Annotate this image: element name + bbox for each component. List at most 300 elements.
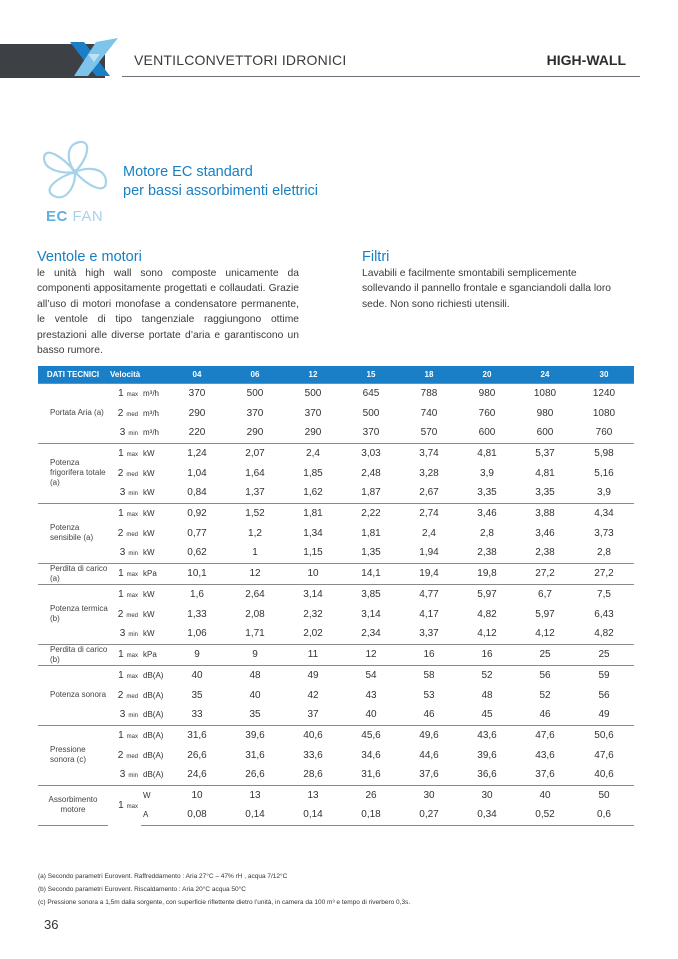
unit: kW xyxy=(143,488,155,498)
table-cell: 37,6 xyxy=(535,769,555,781)
table-cell: 12 xyxy=(226,563,284,584)
table-cell: 0,18 xyxy=(342,805,400,825)
table-cell: 1,24 xyxy=(168,443,226,463)
row-group-label: Portata Aria (a) xyxy=(38,383,108,443)
speed-level xyxy=(108,624,141,644)
unit: m³/h xyxy=(143,428,159,438)
table-cell: 40 xyxy=(249,689,261,701)
row-group-label: Potenza sonora xyxy=(38,665,108,725)
table-cell: 43 xyxy=(365,689,377,701)
table-cell: 0,14 xyxy=(284,805,342,825)
speed-level xyxy=(108,705,141,725)
header-category: HIGH-WALL xyxy=(546,52,626,68)
table-cell: 19,8 xyxy=(458,563,516,584)
table-cell: 54 xyxy=(342,665,400,685)
table-cell: 24,6 xyxy=(187,769,207,781)
table-cell: 2,8 xyxy=(480,527,494,539)
table-header-model: 15 xyxy=(342,366,400,383)
table-cell: 0,34 xyxy=(458,805,516,825)
table-row xyxy=(38,423,634,443)
table-cell: 52 xyxy=(458,665,516,685)
table-cell: 46 xyxy=(539,709,551,721)
table-row xyxy=(38,624,634,644)
technical-data-table xyxy=(38,366,634,826)
motor-feature-line2: per bassi assorbimenti elettrici xyxy=(123,183,319,199)
table-cell: 48 xyxy=(481,689,493,701)
speed-number: 2 xyxy=(117,467,124,479)
table-cell: 48 xyxy=(226,665,284,685)
table-header-model: 06 xyxy=(226,366,284,383)
table-cell: 49,6 xyxy=(400,725,458,745)
unit: dB(A) xyxy=(143,710,164,720)
table-cell: 43,6 xyxy=(458,725,516,745)
table-cell: 25 xyxy=(516,644,574,665)
motors-section-body: le unità high wall sono composte unicamente da componenti appositamente progettati e collaudati. Grazie all’uso di motori monofase a condensatore permanente, le ventole di tipo tangenziale raggiungono ottime prestazioni alle diverse portate d’aria e garantiscono un basso rumore. xyxy=(37,268,299,357)
table-footnotes xyxy=(38,870,410,909)
table-cell: 26 xyxy=(342,785,400,805)
table-cell: 3,73 xyxy=(594,527,614,539)
speed-subscript: min xyxy=(128,632,138,639)
table-cell: 1,04 xyxy=(187,467,207,479)
table-cell: 26,6 xyxy=(245,769,265,781)
speed-number: 2 xyxy=(117,527,124,539)
table-cell: 19,4 xyxy=(400,563,458,584)
speed-subscript: med xyxy=(126,531,138,538)
speed-number: 3 xyxy=(119,628,126,640)
table-cell: 2,4 xyxy=(284,443,342,463)
table-cell: 28,6 xyxy=(303,769,323,781)
table-cell: 2,48 xyxy=(361,467,381,479)
table-header-model: 18 xyxy=(400,366,458,383)
table-cell: 43,6 xyxy=(535,749,555,761)
table-row xyxy=(38,463,634,483)
table-cell: 35 xyxy=(249,709,261,721)
table-cell: 0,6 xyxy=(574,805,634,825)
speed-subscript: min xyxy=(128,491,138,498)
table-cell: 45 xyxy=(481,709,493,721)
row-group-label: Perdita di carico (b) xyxy=(38,644,108,665)
table-cell: 31,6 xyxy=(168,725,226,745)
table-cell: 2,34 xyxy=(361,628,381,640)
speed-level xyxy=(108,604,141,624)
table-cell: 10 xyxy=(284,563,342,584)
table-cell: 4,81 xyxy=(535,467,555,479)
speed-subscript: max xyxy=(126,653,138,659)
table-cell: 220 xyxy=(188,427,206,439)
table-cell: 1,62 xyxy=(303,487,323,499)
table-row xyxy=(38,745,634,765)
table-cell: 0,14 xyxy=(226,805,284,825)
speed-number: 1 xyxy=(118,507,124,519)
table-row xyxy=(38,685,634,705)
table-cell: 0,52 xyxy=(516,805,574,825)
unit: kW xyxy=(143,609,155,619)
table-cell: 31,6 xyxy=(361,769,381,781)
table-cell: 58 xyxy=(400,665,458,685)
table-cell: 645 xyxy=(342,383,400,403)
table-row xyxy=(38,725,634,745)
speed-number: 1 xyxy=(118,568,124,579)
page-number: 36 xyxy=(44,917,59,932)
table-cell: 3,35 xyxy=(477,487,497,499)
table-cell: 4,34 xyxy=(574,503,634,523)
table-cell: 56 xyxy=(598,689,610,701)
speed-level xyxy=(108,403,141,423)
table-cell: 37 xyxy=(307,709,319,721)
table-cell: 49 xyxy=(598,709,610,721)
table-cell: 56 xyxy=(516,665,574,685)
table-cell: 2,07 xyxy=(226,443,284,463)
speed-number: 2 xyxy=(117,608,124,620)
table-header-model: 04 xyxy=(168,366,226,383)
table-cell: 3,03 xyxy=(342,443,400,463)
table-cell: 2,74 xyxy=(400,503,458,523)
table-cell: 3,37 xyxy=(419,628,439,640)
table-cell: 2,64 xyxy=(226,584,284,604)
motor-feature-line1: Motore EC standard xyxy=(123,164,253,180)
table-cell: 1,85 xyxy=(303,467,323,479)
table-cell: 31,6 xyxy=(245,749,265,761)
speed-subscript: min xyxy=(128,773,138,780)
speed-subscript: min xyxy=(128,431,138,438)
table-cell: 3,85 xyxy=(342,584,400,604)
filters-section-body: Lavabili e facilmente smontabili semplicemente sollevando il pannello frontale e sganciandoli dalla loro sede. Non sono richiesti utensili. xyxy=(362,268,612,310)
table-cell: 1240 xyxy=(574,383,634,403)
table-cell: 4,17 xyxy=(419,608,439,620)
table-row xyxy=(38,604,634,624)
table-cell: 290 xyxy=(304,427,322,439)
speed-level xyxy=(108,483,141,503)
table-cell: 4,12 xyxy=(477,628,497,640)
table-cell: 3,14 xyxy=(361,608,381,620)
unit: dB(A) xyxy=(143,690,164,700)
table-cell: 40 xyxy=(168,665,226,685)
table-cell: 5,98 xyxy=(574,443,634,463)
table-cell: 740 xyxy=(420,407,438,419)
table-cell: 45,6 xyxy=(342,725,400,745)
table-cell: 2,02 xyxy=(303,628,323,640)
table-cell: 3,14 xyxy=(284,584,342,604)
table-cell: 9 xyxy=(168,644,226,665)
speed-level xyxy=(108,584,141,604)
unit: A xyxy=(141,805,168,825)
table-cell: 27,2 xyxy=(574,563,634,584)
table-cell: 600 xyxy=(478,427,496,439)
table-cell: 1,2 xyxy=(248,527,262,539)
table-cell: 7,5 xyxy=(574,584,634,604)
ec-fan-label: EC FAN xyxy=(46,208,104,225)
speed-number: 1 xyxy=(118,799,124,811)
unit: dB(A) xyxy=(141,665,168,685)
speed-level xyxy=(108,765,141,785)
unit: kW xyxy=(141,503,168,523)
speed-number: 3 xyxy=(119,487,126,499)
table-cell: 2,38 xyxy=(477,547,497,559)
speed-number: 2 xyxy=(117,749,124,761)
table-cell: 26,6 xyxy=(187,749,207,761)
unit: m³/h xyxy=(141,383,168,403)
table-cell: 40,6 xyxy=(594,769,614,781)
unit: kW xyxy=(143,548,155,558)
speed-subscript: med xyxy=(126,753,138,760)
table-cell: 44,6 xyxy=(419,749,439,761)
table-header-row xyxy=(38,366,634,383)
header-title: VENTILCONVETTORI IDRONICI xyxy=(134,52,347,68)
unit: kPa xyxy=(141,563,168,584)
speed-level xyxy=(108,383,141,403)
table-cell: 16 xyxy=(458,644,516,665)
speed-level xyxy=(108,644,141,665)
table-cell: 4,82 xyxy=(594,628,614,640)
unit: kW xyxy=(141,443,168,463)
table-row xyxy=(38,765,634,785)
table-cell: 760 xyxy=(595,427,613,439)
table-cell: 40 xyxy=(516,785,574,805)
table-cell: 290 xyxy=(246,427,264,439)
table-row xyxy=(38,523,634,543)
table-cell: 50 xyxy=(574,785,634,805)
footnote: (b) Secondo parametri Eurovent. Riscaldamento : Aria 20°C acqua 50°C xyxy=(38,886,246,893)
table-cell: 370 xyxy=(246,407,264,419)
row-group-label: Perdita di carico (a) xyxy=(38,563,108,584)
table-row xyxy=(38,383,634,403)
table-cell: 2,08 xyxy=(245,608,265,620)
table-cell: 4,12 xyxy=(535,628,555,640)
table-cell: 30 xyxy=(458,785,516,805)
table-cell: 33,6 xyxy=(303,749,323,761)
speed-number: 1 xyxy=(118,669,124,681)
table-cell: 2,4 xyxy=(422,527,436,539)
table-cell: 33 xyxy=(191,709,203,721)
table-cell: 1,81 xyxy=(284,503,342,523)
speed-subscript: med xyxy=(126,411,138,418)
speed-number: 2 xyxy=(117,407,124,419)
table-row xyxy=(38,705,634,725)
table-cell: 2,32 xyxy=(303,608,323,620)
table-cell: 2,67 xyxy=(419,487,439,499)
table-cell: 47,6 xyxy=(594,749,614,761)
table-cell: 1,34 xyxy=(303,527,323,539)
table-cell: 1,35 xyxy=(361,547,381,559)
speed-number: 1 xyxy=(118,588,124,600)
table-cell: 25 xyxy=(574,644,634,665)
speed-level xyxy=(108,543,141,563)
speed-subscript: min xyxy=(128,551,138,558)
table-cell: 6,43 xyxy=(594,608,614,620)
table-cell: 500 xyxy=(226,383,284,403)
table-cell: 16 xyxy=(400,644,458,665)
unit: dB(A) xyxy=(143,770,164,780)
speed-number: 3 xyxy=(119,427,126,439)
table-cell: 760 xyxy=(478,407,496,419)
table-row xyxy=(38,665,634,685)
table-row xyxy=(38,403,634,423)
unit: kW xyxy=(143,629,155,639)
table-cell: 5,97 xyxy=(535,608,555,620)
speed-subscript: max xyxy=(126,511,138,518)
table-cell: 1,81 xyxy=(361,527,381,539)
table-row xyxy=(38,644,634,665)
table-cell: 1080 xyxy=(516,383,574,403)
table-cell: 10,1 xyxy=(168,563,226,584)
table-cell: 500 xyxy=(362,407,380,419)
table-cell: 40 xyxy=(365,709,377,721)
table-cell: 0,62 xyxy=(187,547,207,559)
table-row xyxy=(38,443,634,463)
table-header-dati: DATI TECNICI xyxy=(38,366,108,383)
table-cell: 3,35 xyxy=(535,487,555,499)
unit: dB(A) xyxy=(143,750,164,760)
table-cell: 2,38 xyxy=(535,547,555,559)
table-cell: 1,71 xyxy=(245,628,265,640)
speed-number: 3 xyxy=(119,769,126,781)
table-cell: 0,27 xyxy=(400,805,458,825)
speed-subscript: med xyxy=(126,693,138,700)
table-cell: 5,37 xyxy=(516,443,574,463)
brand-logo-icon xyxy=(66,36,122,82)
row-group-label: Potenza sensibile (a) xyxy=(38,503,108,563)
speed-subscript: max xyxy=(126,733,138,740)
table-cell: 1,94 xyxy=(419,547,439,559)
table-row xyxy=(38,503,634,523)
table-cell: 30 xyxy=(400,785,458,805)
table-cell: 36,6 xyxy=(477,769,497,781)
table-cell: 35 xyxy=(191,689,203,701)
speed-level xyxy=(108,423,141,443)
table-cell: 13 xyxy=(226,785,284,805)
table-row xyxy=(38,785,634,805)
table-cell: 600 xyxy=(536,427,554,439)
speed-number: 1 xyxy=(118,387,124,399)
table-cell: 5,97 xyxy=(458,584,516,604)
table-cell: 3,9 xyxy=(480,467,494,479)
table-cell: 6,7 xyxy=(516,584,574,604)
table-cell: 3,46 xyxy=(535,527,555,539)
table-row xyxy=(38,543,634,563)
row-group-label: Potenza frigorifera totale (a) xyxy=(38,443,108,503)
table-cell: 1,52 xyxy=(226,503,284,523)
speed-subscript: max xyxy=(126,391,138,398)
unit: dB(A) xyxy=(141,725,168,745)
table-cell: 370 xyxy=(304,407,322,419)
table-cell: 40,6 xyxy=(284,725,342,745)
speed-subscript: max xyxy=(126,592,138,599)
table-header-model: 12 xyxy=(284,366,342,383)
unit: m³/h xyxy=(143,408,159,418)
table-cell: 3,9 xyxy=(597,487,611,499)
table-cell: 290 xyxy=(188,407,206,419)
table-cell: 12 xyxy=(342,644,400,665)
table-cell: 52 xyxy=(539,689,551,701)
speed-level xyxy=(108,503,141,523)
filters-section-title: Filtri xyxy=(362,249,390,265)
table-cell: 9 xyxy=(226,644,284,665)
speed-number: 1 xyxy=(118,729,124,741)
motors-section-title: Ventole e motori xyxy=(37,249,142,265)
table-cell: 1,15 xyxy=(303,547,323,559)
speed-level xyxy=(108,443,141,463)
speed-number: 3 xyxy=(119,547,126,559)
unit: kPa xyxy=(141,644,168,665)
table-header-model: 24 xyxy=(516,366,574,383)
table-cell: 0,77 xyxy=(187,527,207,539)
speed-subscript: min xyxy=(128,713,138,720)
table-cell: 2,8 xyxy=(597,547,611,559)
row-group-label: Pressione sonora (c) xyxy=(38,725,108,785)
table-cell: 3,88 xyxy=(516,503,574,523)
table-cell: 13 xyxy=(284,785,342,805)
speed-subscript: max xyxy=(126,572,138,578)
unit: kW xyxy=(143,528,155,538)
table-header-model: 30 xyxy=(574,366,634,383)
speed-subscript: max xyxy=(126,451,138,458)
speed-number: 1 xyxy=(118,649,124,660)
table-cell: 370 xyxy=(362,427,380,439)
speed-number: 2 xyxy=(117,689,124,701)
table-cell: 0,92 xyxy=(168,503,226,523)
unit: kW xyxy=(143,468,155,478)
speed-level xyxy=(108,523,141,543)
table-cell: 1,6 xyxy=(168,584,226,604)
table-cell: 4,77 xyxy=(400,584,458,604)
table-cell: 1,37 xyxy=(245,487,265,499)
table-cell: 1,64 xyxy=(245,467,265,479)
speed-level xyxy=(108,685,141,705)
table-cell: 500 xyxy=(284,383,342,403)
table-cell: 0,84 xyxy=(187,487,207,499)
table-cell: 0,08 xyxy=(168,805,226,825)
table-cell: 50,6 xyxy=(574,725,634,745)
table-header-speed: Velocità xyxy=(108,366,168,383)
table-row xyxy=(38,483,634,503)
speed-level xyxy=(108,725,141,745)
table-cell: 980 xyxy=(458,383,516,403)
row-group-label: Potenza termica (b) xyxy=(38,584,108,644)
table-cell: 37,6 xyxy=(419,769,439,781)
table-cell: 39,6 xyxy=(226,725,284,745)
table-cell: 980 xyxy=(536,407,554,419)
speed-level xyxy=(108,563,141,584)
speed-level xyxy=(108,745,141,765)
table-cell: 4,81 xyxy=(458,443,516,463)
table-cell: 4,82 xyxy=(477,608,497,620)
footnote: (c) Pressione sonora a 1,5m dalla sorgente, con superficie riflettente dietro l’unità, in camera da 100 m³ e tempo di riverbero 0,3s. xyxy=(38,899,411,906)
table-cell: 53 xyxy=(423,689,435,701)
speed-level xyxy=(108,785,141,825)
table-cell: 2,22 xyxy=(342,503,400,523)
ec-fan-icon xyxy=(36,138,114,208)
table-cell: 3,46 xyxy=(458,503,516,523)
row-group-label: Assorbimento motore xyxy=(38,785,108,825)
table-cell: 1,87 xyxy=(361,487,381,499)
table-cell: 47,6 xyxy=(516,725,574,745)
footnote: (a) Secondo parametri Eurovent. Raffreddamento : Aria 27°C – 47% rH , acqua 7/12°C xyxy=(38,873,288,880)
table-cell: 46 xyxy=(423,709,435,721)
speed-subscript: med xyxy=(126,612,138,619)
table-row xyxy=(38,563,634,584)
table-cell: 11 xyxy=(284,644,342,665)
header-divider xyxy=(122,76,640,77)
motor-feature-text xyxy=(123,163,318,201)
table-cell: 570 xyxy=(420,427,438,439)
table-header-model: 20 xyxy=(458,366,516,383)
table-cell: 3,74 xyxy=(400,443,458,463)
table-cell: 42 xyxy=(307,689,319,701)
table-cell: 3,28 xyxy=(419,467,439,479)
unit: W xyxy=(141,785,168,805)
speed-number: 1 xyxy=(118,447,124,459)
speed-subscript: max xyxy=(126,803,138,810)
